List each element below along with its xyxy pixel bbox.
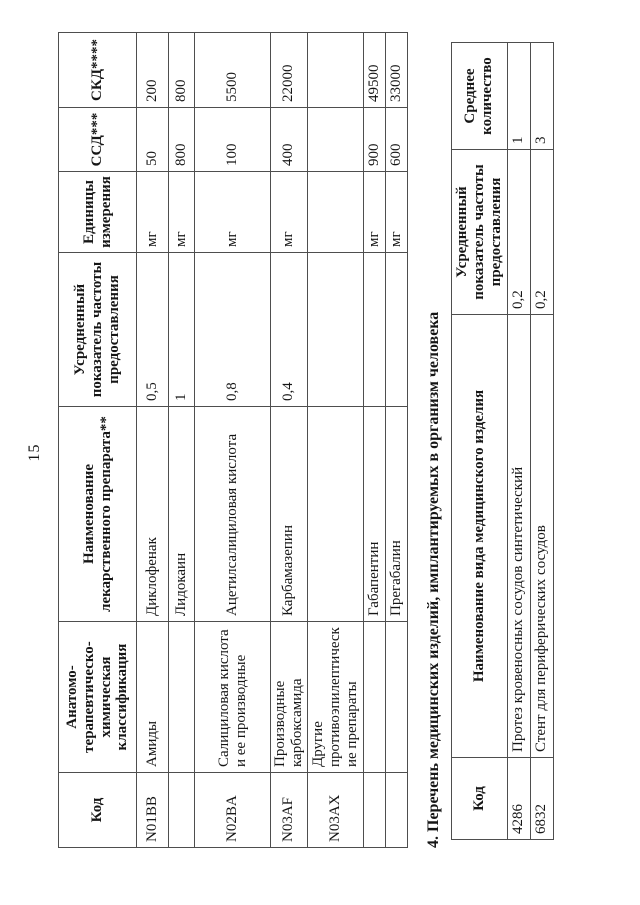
cell-freq: 0,8 (195, 253, 271, 407)
cell-ssd: 100 (195, 108, 271, 172)
cell-drug: Лидокаин (169, 407, 195, 622)
cell-device-freq: 0,2 (507, 150, 530, 315)
header-frequency: Усредненный показатель частоты предоставления (59, 253, 137, 407)
cell-ssd: 600 (385, 108, 407, 172)
drug-dosage-table (58, 32, 408, 848)
cell-units: мг (385, 172, 407, 253)
cell-code: N01BB (137, 773, 169, 848)
table-row (137, 33, 169, 848)
table-row (271, 33, 308, 848)
cell-units (307, 172, 363, 253)
section-title: 4. Перечень медицинских изделий, имплантируемых в организм человека (424, 311, 442, 848)
cell-ssd (307, 108, 363, 172)
cell-skd: 200 (137, 33, 169, 108)
cell-device-qty: 3 (530, 43, 553, 150)
table-row (507, 43, 530, 840)
cell-ssd: 800 (169, 108, 195, 172)
table-header-row (451, 43, 507, 840)
page-number: 15 (26, 443, 43, 462)
cell-skd: 49500 (363, 33, 385, 108)
cell-units: мг (195, 172, 271, 253)
table-row (530, 43, 553, 840)
cell-device-name: Стент для периферических сосудов (530, 315, 553, 758)
header-atc-classification: Анатомо-терапевтическо-химическая классификация (59, 622, 137, 773)
cell-code (385, 773, 407, 848)
cell-ssd: 50 (137, 108, 169, 172)
cell-freq: 1 (169, 253, 195, 407)
cell-atc: Другие противоэпилептические препараты (307, 622, 363, 773)
cell-skd (307, 33, 363, 108)
cell-units: мг (271, 172, 308, 253)
table-row (169, 33, 195, 848)
cell-ssd: 900 (363, 108, 385, 172)
medical-devices-table (451, 42, 554, 840)
table-header-row (59, 33, 137, 848)
header-average-quantity: Среднее количество (451, 43, 507, 150)
header-device-code: Код (451, 758, 507, 840)
cell-drug: Габапентин (363, 407, 385, 622)
cell-drug: Ацетилсалициловая кислота (195, 407, 271, 622)
cell-drug (307, 407, 363, 622)
table-row (385, 33, 407, 848)
cell-freq: 0,5 (137, 253, 169, 407)
cell-drug: Карбамазепин (271, 407, 308, 622)
cell-freq (307, 253, 363, 407)
header-device-frequency: Усредненный показатель частоты предоставления (451, 150, 507, 315)
cell-device-name: Протез кровеносных сосудов синтетический (507, 315, 530, 758)
cell-device-freq: 0,2 (530, 150, 553, 315)
cell-skd: 5500 (195, 33, 271, 108)
cell-atc (385, 622, 407, 773)
cell-freq (363, 253, 385, 407)
header-units: Единицы измерения (59, 172, 137, 253)
cell-units: мг (137, 172, 169, 253)
cell-device-qty: 1 (507, 43, 530, 150)
cell-atc: Производные карбоксамида (271, 622, 308, 773)
cell-atc (363, 622, 385, 773)
cell-atc: Амиды (137, 622, 169, 773)
cell-atc: Салициловая кислота и ее производные (195, 622, 271, 773)
cell-drug: Диклофенак (137, 407, 169, 622)
cell-units: мг (169, 172, 195, 253)
header-code: Код (59, 773, 137, 848)
cell-units: мг (363, 172, 385, 253)
table-row (307, 33, 363, 848)
header-device-name: Наименование вида медицинского изделия (451, 315, 507, 758)
cell-freq: 0,4 (271, 253, 308, 407)
table-row (363, 33, 385, 848)
cell-code: N03AF (271, 773, 308, 848)
cell-code (363, 773, 385, 848)
cell-device-code: 4286 (507, 758, 530, 840)
cell-freq (385, 253, 407, 407)
header-drug-name: Наименование лекарственного препарата** (59, 407, 137, 622)
cell-skd: 33000 (385, 33, 407, 108)
header-skd: СКД**** (59, 33, 137, 108)
cell-code: N03AX (307, 773, 363, 848)
table-row (195, 33, 271, 848)
cell-atc (169, 622, 195, 773)
cell-device-code: 6832 (530, 758, 553, 840)
cell-code (169, 773, 195, 848)
cell-code: N02BA (195, 773, 271, 848)
cell-drug: Прегабалин (385, 407, 407, 622)
cell-skd: 22000 (271, 33, 308, 108)
cell-skd: 800 (169, 33, 195, 108)
cell-ssd: 400 (271, 108, 308, 172)
header-ssd: ССД*** (59, 108, 137, 172)
